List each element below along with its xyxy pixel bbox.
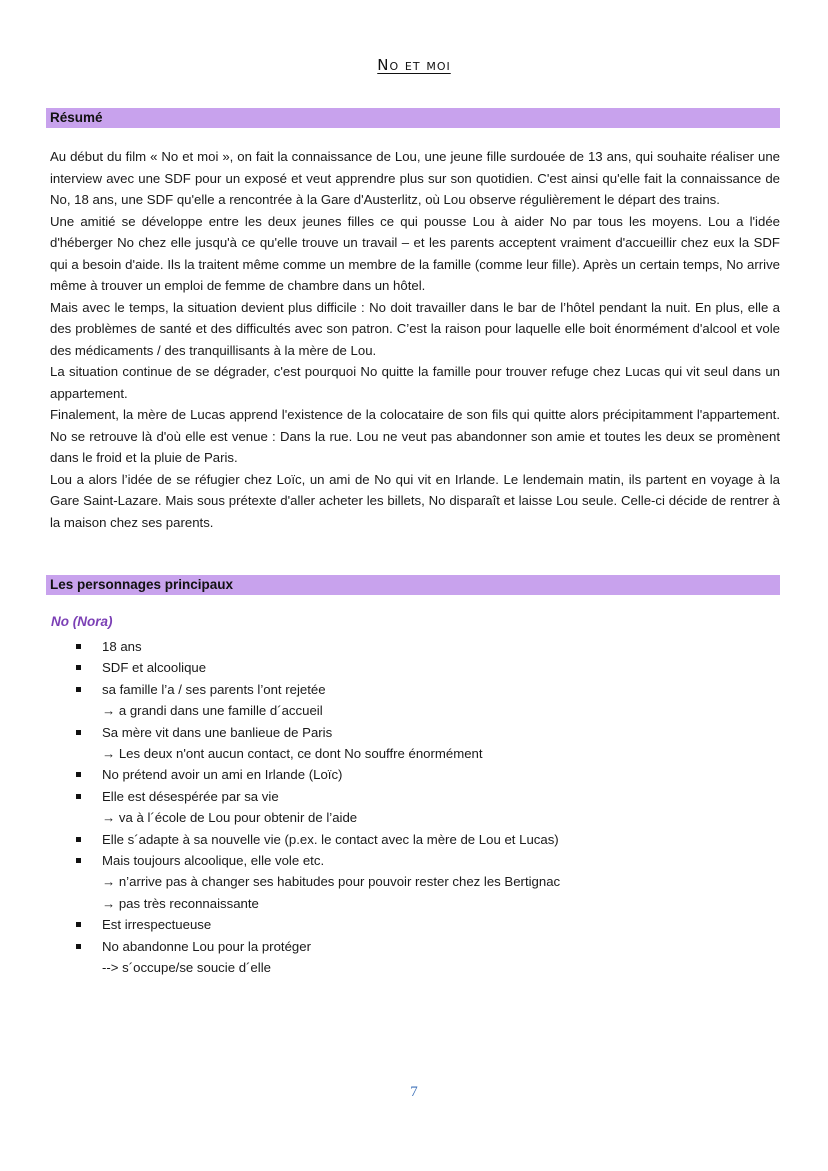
list-item <box>74 722 774 765</box>
list-subitem-text: --> s´occupe/se soucie d´elle <box>102 960 271 976</box>
square-bullet-icon <box>76 730 81 735</box>
square-bullet-icon <box>76 794 81 799</box>
list-item-text: Sa mère vit dans une banlieue de Paris <box>102 724 333 740</box>
list-subitem-text: → n’arrive pas à changer ses habitudes pour pouvoir rester chez les Bertignac <box>102 874 561 890</box>
list-subitem-text: → pas très reconnaissante <box>102 895 259 911</box>
square-bullet-icon <box>76 772 81 777</box>
document-title: No et moi <box>377 56 451 74</box>
list-subitem-text: → a grandi dans une famille d´accueil <box>102 703 323 719</box>
section-heading-personnages: Les personnages principaux <box>46 575 780 595</box>
list-item-text: 18 ans <box>102 639 142 654</box>
resume-paragraph: Une amitié se développe entre les deux jeunes filles ce qui pousse Lou à aider No par tous les moyens. Lou a l'idée d'héberger No chez elle jusqu'à ce qu'elle trouve un travail – et les parents acceptent vraiment d'accueillir chez eux la SDF qui a besoin d'aide. Ils la traitent même comme un membre de la famille (comme leur fille). Après un certain temps, No arrive même à trouver un emploi de femme de chambre dans un hôtel. <box>50 213 780 293</box>
square-bullet-icon <box>76 665 81 670</box>
list-item <box>74 657 774 678</box>
list-subitem-text: → va à l´école de Lou pour obtenir de l’aide <box>102 810 358 826</box>
square-bullet-icon <box>76 858 81 863</box>
list-item <box>74 786 774 829</box>
list-item <box>74 636 774 657</box>
list-item-text: Elle s´adapte à sa nouvelle vie (p.ex. le contact avec la mère de Lou et Lucas) <box>102 831 559 847</box>
list-item-text: No abandonne Lou pour la protéger <box>102 938 311 954</box>
section-heading-resume: Résumé <box>46 108 780 128</box>
list-item <box>74 764 774 785</box>
resume-paragraph: Mais avec le temps, la situation devient plus difficile : No doit travailler dans le bar de l’hôtel pendant la nuit. En plus, elle a des problèmes de santé et des difficultés avec son patron. C’est la raison pour laquelle elle boit énormément d'alcool et vole des médicaments / des tranquillisants à la mère de Lou. <box>50 299 780 358</box>
list-item-text: sa famille l’a / ses parents l’ont rejetée <box>102 681 326 697</box>
resume-text <box>50 146 780 533</box>
list-subitem-text: → Les deux n'ont aucun contact, ce dont No souffre énormément <box>102 746 483 762</box>
list-item-text: Elle est désespérée par sa vie <box>102 788 279 804</box>
resume-paragraph: Finalement, la mère de Lucas apprend l'existence de la colocataire de son fils qui quitte alors précipitamment l'appartement. No se retrouve là d'où elle est venue : Dans la rue. Lou ne veut pas abandonner son amie et toutes les deux se promènent dans le froid et la pluie de Paris. <box>50 407 780 465</box>
list-item <box>74 936 774 979</box>
list-item-text: Mais toujours alcoolique, elle vole etc. <box>102 853 325 869</box>
square-bullet-icon <box>76 922 81 927</box>
list-item <box>74 914 774 935</box>
list-item-text: No prétend avoir un ami en Irlande (Loïc) <box>102 767 343 783</box>
character-traits-list <box>74 636 774 979</box>
resume-paragraph: Lou a alors l’idée de se réfugier chez Loïc, un ami de No qui vit en Irlande. Le lendemain matin, ils partent en voyage à la Gare Saint-Lazare. Mais sous prétexte d'aller acheter les billets, No disparaît et laisse Lou seule. Celle-ci décide de rentrer à la maison chez ses parents. <box>50 471 780 530</box>
list-item-text: Est irrespectueuse <box>102 917 212 933</box>
resume-paragraph: La situation continue de se dégrader, c'est pourquoi No quitte la famille pour trouver refuge chez Lucas qui vit seul dans un appartement. <box>50 364 780 401</box>
character-name: No (Nora) <box>51 614 113 629</box>
square-bullet-icon <box>76 837 81 842</box>
square-bullet-icon <box>76 644 81 649</box>
page-number: 7 <box>410 1084 418 1100</box>
list-item <box>74 679 774 722</box>
list-item-text: SDF et alcoolique <box>102 660 207 676</box>
square-bullet-icon <box>76 687 81 692</box>
square-bullet-icon <box>76 944 81 949</box>
list-item <box>74 850 774 914</box>
list-item <box>74 829 774 850</box>
resume-paragraph: Au début du film « No et moi », on fait la connaissance de Lou, une jeune fille surdouée de 13 ans, qui souhaite réaliser une interview avec une SDF pour un exposé et veut apprendre plus sur son quotidien. C'est ainsi qu'elle fait la connaissance de No, 18 ans, une SDF qu'elle a rencontrée à la Gare d'Austerlitz, où Lou observe régulièrement le départ des trains. <box>50 149 780 207</box>
